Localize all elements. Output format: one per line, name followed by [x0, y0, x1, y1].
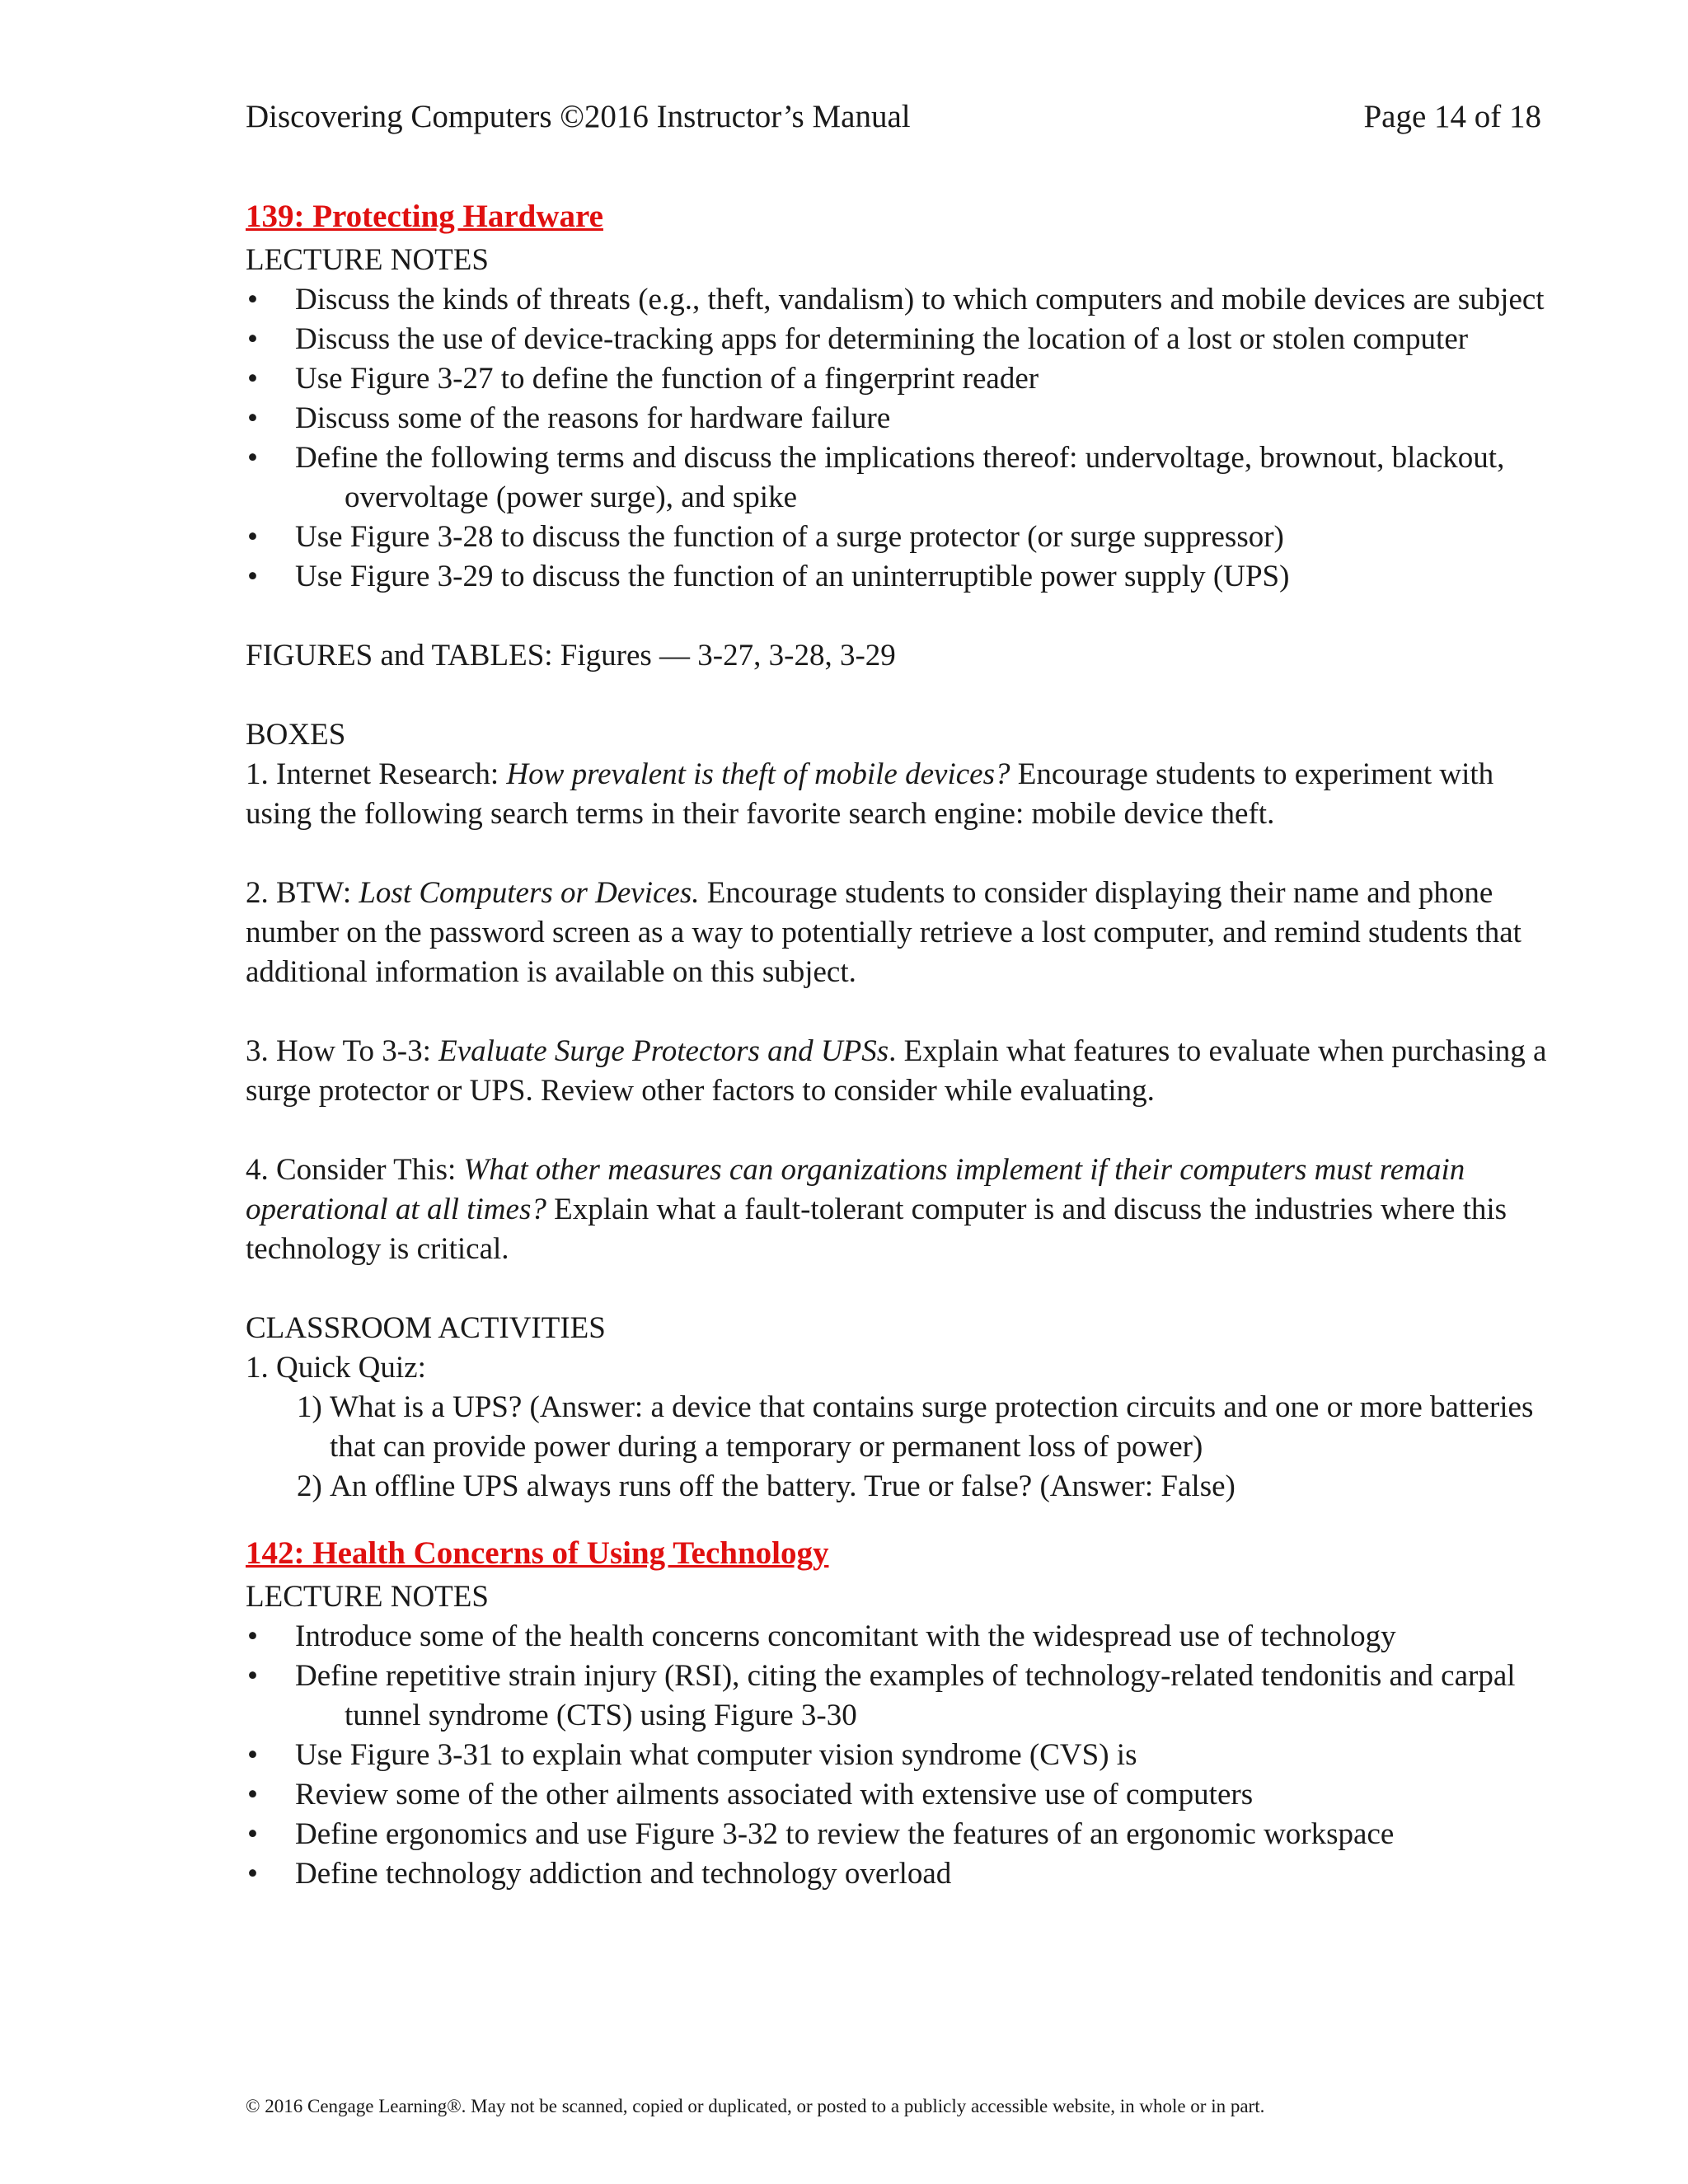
bullet-icon: • — [247, 322, 258, 356]
list-item: • Use Figure 3-31 to explain what computer vision syndrome (CVS) is — [246, 1736, 1564, 1775]
list-item: • Introduce some of the health concerns concomitant with the widespread use of technology — [246, 1617, 1564, 1657]
boxes-label: BOXES — [246, 718, 346, 752]
page-content — [246, 196, 1564, 1894]
bullet-icon: • — [247, 362, 258, 396]
figures-and-tables: FIGURES and TABLES: Figures — 3-27, 3-28, 3-29 — [246, 639, 896, 673]
list-item: • Discuss the use of device-tracking apps for determining the location of a lost or stolen computer — [246, 320, 1564, 359]
quick-quiz-label: 1. Quick Quiz: — [246, 1351, 426, 1385]
lecture-notes-list — [246, 1617, 1564, 1894]
lecture-notes-label: LECTURE NOTES — [246, 243, 489, 277]
bullet-icon: • — [247, 401, 258, 435]
section-heading-health-concerns: 142: Health Concerns of Using Technology — [246, 1535, 829, 1571]
bullet-icon: • — [247, 1738, 258, 1772]
bullet-icon: • — [247, 1857, 258, 1891]
list-item: • Use Figure 3-27 to define the function of a fingerprint reader — [246, 359, 1564, 399]
page-header — [246, 97, 1541, 137]
bullet-icon: • — [247, 1619, 258, 1653]
bullet-icon: • — [247, 1817, 258, 1851]
box-item-internet-research: 1. Internet Research: How prevalent is theft of mobile devices? Encourage students to experiment with using the following search terms in their favorite search engine: mobile device theft. — [246, 757, 1494, 831]
bullet-icon: • — [247, 560, 258, 593]
box-item-how-to: 3. How To 3-3: Evaluate Surge Protectors and UPSs. Explain what features to evaluate when purchasing a surge protector or UPS. Review other factors to consider while evaluating. — [246, 1034, 1547, 1108]
list-item: • Define repetitive strain injury (RSI), citing the examples of technology-related tendonitis and carpal tunnel syndrome (CTS) using Figure 3-30 — [246, 1657, 1564, 1736]
document-title: Discovering Computers ©2016 Instructor’s Manual — [246, 99, 911, 134]
list-item: • Define ergonomics and use Figure 3-32 to review the features of an ergonomic workspace — [246, 1815, 1564, 1854]
list-item: • Define the following terms and discuss the implications thereof: undervoltage, brownout, blackout, overvoltage (power surge), and spike — [246, 438, 1564, 518]
lecture-notes-list — [246, 280, 1564, 597]
quiz-item: 1) What is a UPS? (Answer: a device that contains surge protection circuits and one or more batteries that can provide power during a temporary or permanent loss of power) — [297, 1390, 1534, 1464]
page-number: Page 14 of 18 — [1363, 99, 1541, 134]
bullet-icon: • — [247, 441, 258, 475]
bullet-icon: • — [247, 283, 258, 316]
list-item: • Define technology addiction and technology overload — [246, 1854, 1564, 1894]
bullet-icon: • — [247, 1778, 258, 1811]
bullet-icon: • — [247, 1659, 258, 1693]
classroom-activities-label: CLASSROOM ACTIVITIES — [246, 1311, 606, 1345]
list-item: • Use Figure 3-29 to discuss the function of an uninterruptible power supply (UPS) — [246, 557, 1564, 597]
list-item: • Discuss some of the reasons for hardware failure — [246, 399, 1564, 438]
box-item-consider-this: 4. Consider This: What other measures can organizations implement if their computers must remain operational at all times? Explain what a fault-tolerant computer is and discuss the industries where this technology is critical. — [246, 1153, 1507, 1266]
list-item: • Use Figure 3-28 to discuss the function of a surge protector (or surge suppressor) — [246, 518, 1564, 557]
quiz-item: 2) An offline UPS always runs off the battery. True or false? (Answer: False) — [297, 1469, 1236, 1503]
list-item: • Discuss the kinds of threats (e.g., theft, vandalism) to which computers and mobile devices are subject — [246, 280, 1564, 320]
list-item: • Review some of the other ailments associated with extensive use of computers — [246, 1775, 1564, 1815]
lecture-notes-label: LECTURE NOTES — [246, 1580, 489, 1614]
copyright-footer: © 2016 Cengage Learning®. May not be scanned, copied or duplicated, or posted to a publicly accessible website, in whole or in part. — [246, 2096, 1265, 2116]
quiz-list — [246, 1388, 1564, 1507]
bullet-icon: • — [247, 520, 258, 554]
section-heading-protecting-hardware: 139: Protecting Hardware — [246, 199, 603, 234]
box-item-btw: 2. BTW: Lost Computers or Devices. Encourage students to consider displaying their name and phone number on the password screen as a way to potentially retrieve a lost computer, and remind students that additional information is available on this subject. — [246, 876, 1522, 989]
